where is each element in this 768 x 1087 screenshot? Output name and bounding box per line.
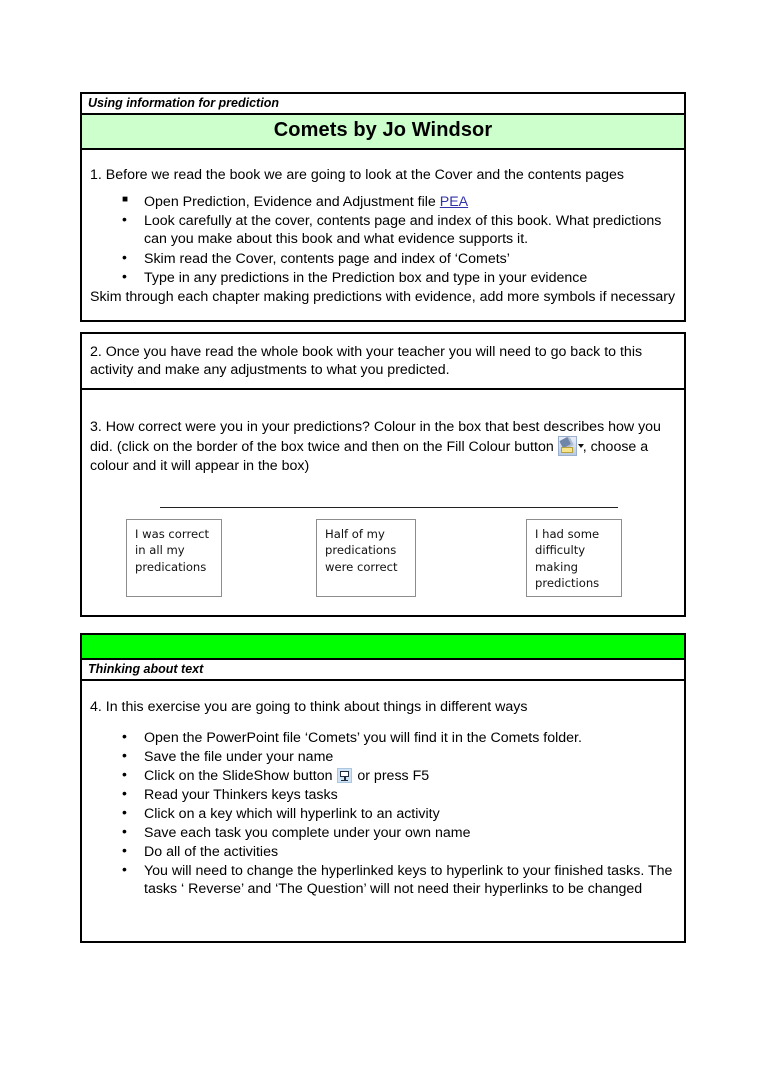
bullet-dot-icon: • [122, 747, 127, 764]
bullet-dot-icon: • [122, 785, 127, 802]
pea-file-link[interactable]: PEA [439, 194, 469, 211]
fill-colour-button-icon[interactable] [558, 436, 582, 457]
list-item-text: You will need to change the hyperlinked keys to hyperlink to your finished tasks. The tasks ‘ Reverse’ and ‘The Question’ will not need their hyperlinks to be changed [144, 863, 673, 898]
list-item-text: Save each task you complete under your own name [144, 825, 471, 842]
list-item [122, 785, 676, 804]
section-one-table [80, 92, 686, 322]
step-1-trailing-text: Skim through each chapter making predictions with evidence, add more symbols if necessary [90, 288, 676, 305]
horizontal-rule [160, 507, 618, 508]
table-row [81, 93, 685, 114]
section-four-table [80, 633, 686, 944]
step-4-bullet-list [90, 729, 676, 898]
list-item-text: Click on the SlideShow button [144, 768, 337, 785]
spacer [80, 617, 686, 633]
list-item-text: Click on a key which will hyperlink to an activity [144, 806, 440, 823]
list-item [122, 766, 676, 785]
green-divider-bar [81, 634, 685, 659]
list-item-text: Do all of the activities [144, 844, 279, 861]
bullet-square-icon: ■ [122, 194, 129, 206]
prediction-choice-boxes [90, 497, 676, 605]
bullet-dot-icon: • [122, 804, 127, 821]
list-item [122, 861, 676, 898]
section-three-body [81, 390, 685, 616]
step-1-bullet-list [90, 193, 676, 286]
spacer [80, 322, 686, 332]
list-item-text: Read your Thinkers keys tasks [144, 787, 338, 804]
list-item [122, 747, 676, 766]
chevron-down-icon [578, 444, 584, 448]
list-item [122, 728, 676, 747]
choice-box-all-correct[interactable] [126, 519, 222, 597]
list-item-text: Skim read the Cover, contents page and index of ‘Comets’ [144, 250, 510, 267]
list-item [122, 804, 676, 823]
bullet-dot-icon: • [122, 211, 127, 228]
table-row [81, 634, 685, 659]
choice-box-label: Half of my predications were correct [325, 526, 398, 574]
list-item [122, 842, 676, 861]
table-row [81, 114, 685, 149]
list-item-text: Open the PowerPoint file ‘Comets’ you will find it in the Comets folder. [144, 730, 582, 747]
table-row [81, 333, 685, 389]
table-row [81, 659, 685, 680]
list-item [122, 248, 676, 268]
step-3-text [90, 418, 676, 475]
table-row [81, 680, 685, 942]
step-4-intro: 4. In this exercise you are going to think about things in different ways [90, 699, 528, 716]
list-item [122, 267, 676, 287]
list-item [122, 193, 676, 211]
step-1-intro: 1. Before we read the book we are going to look at the Cover and the contents pages [90, 167, 624, 184]
page-title: Comets by Jo Windsor [81, 114, 685, 149]
section-four-body [81, 680, 685, 942]
step-3-text-part-two: , choose a colour and it will appear in the box) [90, 438, 649, 474]
choice-box-some-difficulty[interactable] [526, 519, 622, 597]
choice-box-label: I had some difficulty making predictions [535, 526, 600, 591]
bullet-dot-icon: • [122, 861, 127, 878]
paint-bucket-handle-icon [569, 437, 574, 442]
bullet-dot-icon: • [122, 728, 127, 745]
step-2-text: 2. Once you have read the whole book with your teacher you will need to go back to this activity and make any adjustments to what you predicted. [90, 343, 643, 378]
list-item-text: Type in any predictions in the Prediction box and type in your evidence [144, 269, 588, 286]
list-item [122, 823, 676, 842]
bullet-dot-icon: • [122, 842, 127, 859]
paint-pour-swatch [561, 447, 573, 453]
choice-box-label: I was correct in all my predications [135, 526, 210, 574]
table-row [81, 390, 685, 616]
thinking-about-text-label: Thinking about text [81, 659, 685, 680]
bullet-dot-icon: • [122, 267, 127, 284]
list-item [122, 211, 676, 248]
step-3-text-part-one: 3. How correct were you in your predictions? Colour in the box that best describes how you did. (click on the border of the box twice and then on the Fill Colour button [90, 418, 661, 455]
list-item-text: Save the file under your name [144, 749, 334, 766]
bullet-dot-icon: • [122, 823, 127, 840]
section-two-table [80, 332, 686, 390]
table-row [81, 149, 685, 320]
section-three-table [80, 390, 686, 617]
slideshow-base-shape [341, 780, 348, 781]
section-one-body [81, 149, 685, 320]
slideshow-icon[interactable] [337, 768, 352, 783]
list-item-text-suffix: or press F5 [353, 768, 430, 785]
list-item-text: Look carefully at the cover, contents page and index of this book. What predictions can you make about this book and what evidence supports it. [144, 213, 662, 248]
section-two-body [81, 333, 685, 389]
header-strip-label: Using information for prediction [81, 93, 685, 114]
choice-box-half-correct[interactable] [316, 519, 416, 597]
worksheet-page [80, 92, 686, 943]
list-item-text: Open Prediction, Evidence and Adjustment file [144, 194, 440, 211]
bullet-dot-icon: • [122, 248, 127, 265]
bullet-dot-icon: • [122, 766, 127, 783]
